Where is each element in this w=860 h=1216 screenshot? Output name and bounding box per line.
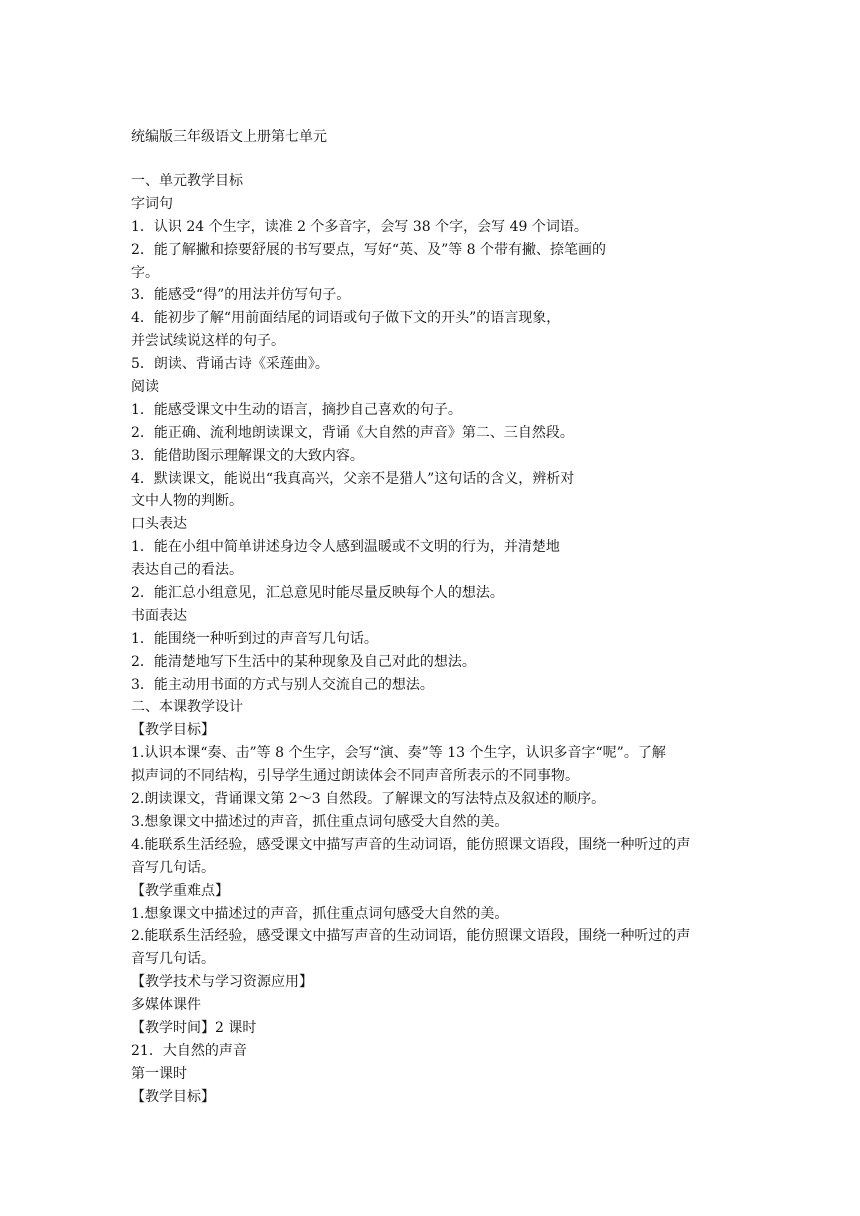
text-line: 并尝试续说这样的句子。 xyxy=(131,333,285,350)
text-line: 2．能正确、流利地朗读课文，背诵《大自然的声音》第二、三自然段。 xyxy=(131,424,574,441)
text-line: 多媒体课件 xyxy=(131,997,201,1014)
text-line: 表达自己的看法。 xyxy=(131,562,243,579)
text-line: 口头表达 xyxy=(131,516,187,533)
text-line: 3．能借助图示理解课文的大致内容。 xyxy=(131,447,364,464)
blank-line xyxy=(131,148,860,170)
document-body xyxy=(131,170,860,1109)
text-line: 拟声词的不同结构，引导学生通过朗读体会不同声音所表示的不同事物。 xyxy=(131,768,579,785)
text-line: 3．能感受“得”的用法并仿写句子。 xyxy=(131,287,351,304)
text-line: 第一课时 xyxy=(131,1065,187,1082)
text-line: 文中人物的判断。 xyxy=(131,493,243,510)
text-line: 书面表达 xyxy=(131,607,187,624)
text-line: 2.朗读课文，背诵课文第 2～3 自然段。了解课文的写法特点及叙述的顺序。 xyxy=(131,791,606,808)
text-line: 2．能汇总小组意见，汇总意见时能尽量反映每个人的想法。 xyxy=(131,585,504,602)
text-line: 【教学技术与学习资源应用】 xyxy=(131,974,313,991)
text-line: 字。 xyxy=(131,264,159,281)
text-line: 二、本课教学设计 xyxy=(131,699,243,716)
text-line: 2．能了解撇和捺要舒展的书写要点，写好“英、及”等 8 个带有撇、捺笔画的 xyxy=(131,241,607,258)
text-line: 3.想象课文中描述过的声音，抓住重点词句感受大自然的美。 xyxy=(131,813,509,830)
text-line: 1．能围绕一种听到过的声音写几句话。 xyxy=(131,630,378,647)
text-line: 1.认识本课“奏、击”等 8 个生字，会写“演、奏”等 13 个生字，认识多音字“呢”。了解 xyxy=(131,745,666,762)
text-line: 【教学目标】 xyxy=(131,1088,215,1105)
text-line: 4．默读课文，能说出“我真高兴，父亲不是猎人”这句话的含义，辨析对 xyxy=(131,470,575,487)
text-line: 2.能联系生活经验，感受课文中描写声音的生动词语，能仿照课文语段，围绕一种听过的声 xyxy=(131,928,691,945)
text-line: 1．能感受课文中生动的语言，摘抄自己喜欢的句子。 xyxy=(131,401,462,418)
text-line: 音写几句话。 xyxy=(131,951,215,968)
text-line: 4.能联系生活经验，感受课文中描写声音的生动词语，能仿照课文语段，围绕一种听过的声 xyxy=(131,836,691,853)
text-line: 【教学时间】2 课时 xyxy=(131,1019,257,1036)
text-line: 音写几句话。 xyxy=(131,859,215,876)
text-line: 1．认识 24 个生字，读准 2 个多音字，会写 38 个字，会写 49 个词语。 xyxy=(131,218,588,235)
text-line: 5．朗读、背诵古诗《采莲曲》。 xyxy=(131,356,329,373)
text-line: 阅读 xyxy=(131,379,159,396)
text-line: 【教学目标】 xyxy=(131,722,215,739)
text-line: 3．能主动用书面的方式与别人交流自己的想法。 xyxy=(131,676,434,693)
text-line: 21．大自然的声音 xyxy=(131,1042,247,1059)
text-line: 2．能清楚地写下生活中的某种现象及自己对此的想法。 xyxy=(131,653,476,670)
text-line: 字词句 xyxy=(131,195,173,212)
text-line: 1．能在小组中简单讲述身边令人感到温暖或不文明的行为，并清楚地 xyxy=(131,539,560,556)
text-line: 一、单元教学目标 xyxy=(131,173,243,189)
document-title: 统编版三年级语文上册第七单元 xyxy=(131,129,327,145)
text-line: 【教学重难点】 xyxy=(131,882,229,899)
text-line: 4．能初步了解“用前面结尾的词语或句子做下文的开头”的语言现象， xyxy=(131,310,561,327)
text-line: 1.想象课文中描述过的声音，抓住重点词句感受大自然的美。 xyxy=(131,905,509,922)
